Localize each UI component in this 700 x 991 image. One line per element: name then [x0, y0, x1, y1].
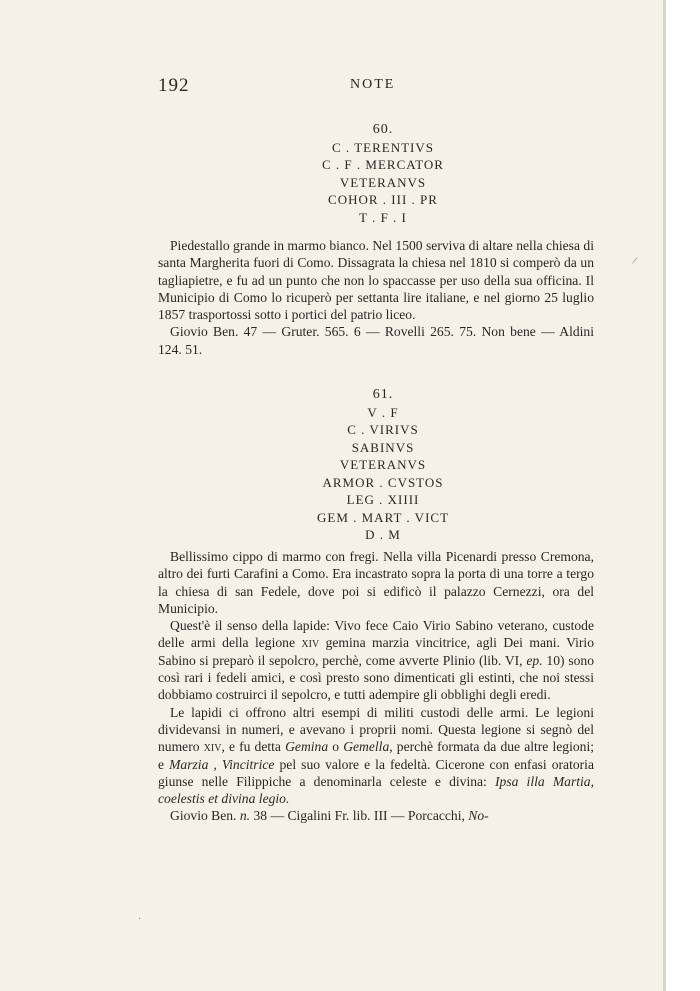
- page-number: 192: [158, 75, 190, 96]
- text-run: Marzia , Vincitrice: [169, 756, 275, 772]
- note-paragraph: Piedestallo grande in marmo bianco. Nel 1500 serviva di altare nella chiesa di santa Margherita fuori di Como. Dissagrata la chiesa nel 1810 si comperò da un tagliapietre, e fu ad un punto che non lo spaccasse per uso della sua officina. Il Municipio di Como lo ricuperò per settanta lire italiane, e nel giorno 25 luglio 1857 trasportossi sotto i portici del patrio liceo.: [158, 238, 594, 323]
- inscription-line: C . F . MERCATOR: [322, 157, 444, 172]
- inscription-line: ARMOR . CVSTOS: [322, 474, 444, 490]
- page-edge: [663, 0, 666, 991]
- note-61: [158, 548, 594, 825]
- note-references: [158, 807, 594, 824]
- text-run: Gemella: [343, 739, 390, 755]
- text-run: Ipsa illa Martia, coelestis et divina legio.: [158, 773, 595, 807]
- note-60: [158, 237, 594, 358]
- inscription-line: C . VIRIVS: [347, 422, 419, 437]
- text-run: Giovio Ben.: [170, 808, 240, 824]
- note-paragraph: Bellissimo cippo di marmo con fregi. Nella villa Picenardi presso Cremona, altro dei furti Carafini a Como. Era incastrato sopra la porta di una torre a tergo la chiesa di san Fedele, dove poi si edificò il palazzo Cernezzi, ora del Municipio.: [158, 549, 594, 616]
- text-run: , e fu detta: [221, 739, 286, 755]
- text-run: n.: [239, 808, 251, 824]
- inscription-line: V . F: [367, 404, 399, 420]
- text-run: 38 — Cigalini Fr. lib. III — Porcacchi,: [250, 808, 469, 824]
- text-run: ep.: [526, 652, 543, 668]
- inscription-line: VETERANVS: [339, 457, 427, 472]
- text-run: Le lapidi ci offrono altri esempi di militi custodi delle armi. Le legioni dividevansi in numeri, e avevano i proprii nomi. Questa legione si segnò del numero: [158, 704, 594, 755]
- running-head: NOTE: [350, 77, 396, 92]
- text-run: xiv: [203, 739, 222, 755]
- inscription-line: T . F . I: [359, 209, 407, 225]
- text-run: Quest'è il senso della lapide: Vivo fece Caio Virio Sabino veterano, custode delle armi della legione: [158, 618, 594, 651]
- inscription-number: 61.: [372, 387, 394, 402]
- text-run: 10) sono così rari i fedeli amici, e così presto sono dimenticati gli estinti, che noi stessi dobbiamo costruirci il sepolcro, e tutti adempire gli obblighi degli eredi.: [158, 652, 594, 703]
- margin-mark: /: [631, 254, 639, 268]
- note-references: Giovio Ben. 47 — Gruter. 565. 6 — Rovelli 265. 75. Non bene — Aldini 124. 51.: [158, 324, 594, 357]
- text-run: , perchè formata da due altre legioni; e: [158, 739, 594, 772]
- note-paragraph: [158, 704, 594, 808]
- inscription-60: [158, 121, 608, 226]
- inscription-number: 60.: [372, 122, 394, 137]
- inscription-line: D . M: [365, 527, 401, 542]
- text-run: Gemina: [285, 739, 329, 755]
- inscription-61: [158, 386, 608, 544]
- page-header: [158, 75, 608, 99]
- margin-dot: ·: [138, 914, 142, 925]
- inscription-line: C . TERENTIVS: [332, 139, 434, 155]
- text-run: pel suo valore e la fedeltà. Cicerone con enfasi oratoria giunse nelle Filippiche a denominarla celeste e divina:: [158, 756, 594, 789]
- inscription-line: SABINVS: [351, 439, 415, 455]
- inscription-line: LEG . XIIII: [346, 492, 420, 507]
- note-paragraph: [158, 617, 594, 703]
- inscription-line: GEM . MART . VICT: [316, 509, 450, 525]
- text-run: o: [328, 739, 344, 755]
- text-run: xiv: [301, 635, 320, 651]
- inscription-line: COHOR . III . PR: [328, 192, 438, 207]
- inscription-line: VETERANVS: [339, 174, 427, 190]
- text-run: gemina marzia vincitrice, agli Dei mani. Virio Sabino si preparò il sepolcro, perchè, come avverte Plinio (lib. VI,: [158, 635, 594, 668]
- text-run: No-: [468, 808, 489, 824]
